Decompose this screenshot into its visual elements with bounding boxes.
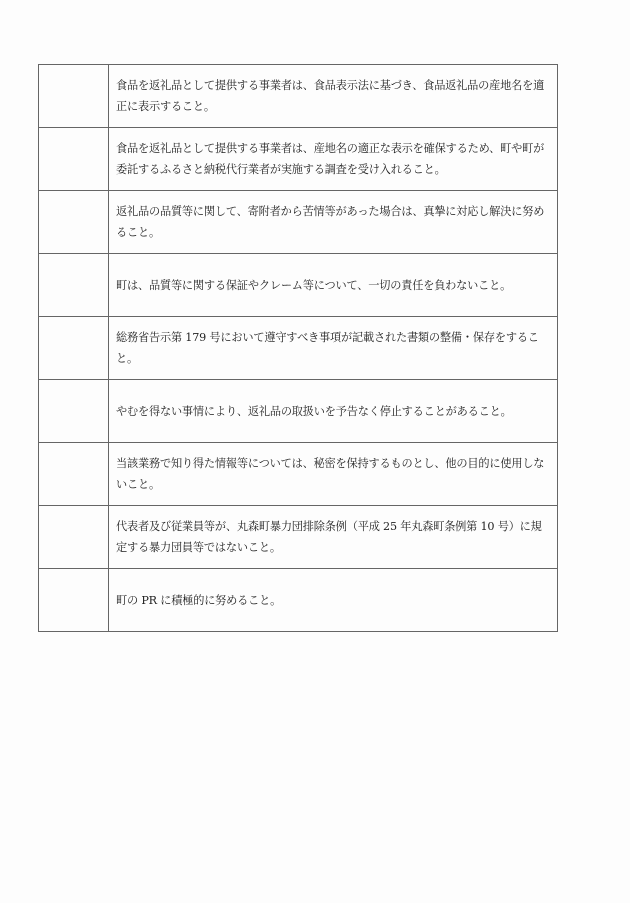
table-row	[39, 254, 558, 317]
check-cell[interactable]	[39, 506, 109, 569]
table-row	[39, 128, 558, 191]
requirement-text: 食品を返礼品として提供する事業者は、産地名の適正な表示を確保するため、町や町が委託するふるさと納税代行業者が実施する調査を受け入れること。	[109, 128, 558, 191]
requirement-text: 町の PR に積極的に努めること。	[109, 569, 558, 632]
check-cell[interactable]	[39, 569, 109, 632]
table-row	[39, 569, 558, 632]
requirement-text: 当該業務で知り得た情報等については、秘密を保持するものとし、他の目的に使用しないこと。	[109, 443, 558, 506]
table-row	[39, 506, 558, 569]
check-cell[interactable]	[39, 317, 109, 380]
requirement-text: 代表者及び従業員等が、丸森町暴力団排除条例（平成 25 年丸森町条例第 10 号）に規定する暴力団員等ではないこと。	[109, 506, 558, 569]
check-cell[interactable]	[39, 65, 109, 128]
check-cell[interactable]	[39, 443, 109, 506]
table-row	[39, 65, 558, 128]
check-cell[interactable]	[39, 380, 109, 443]
requirement-text: 返礼品の品質等に関して、寄附者から苦情等があった場合は、真摯に対応し解決に努めること。	[109, 191, 558, 254]
check-cell[interactable]	[39, 254, 109, 317]
requirement-text: 総務省告示第 179 号において遵守すべき事項が記載された書類の整備・保存をすること。	[109, 317, 558, 380]
table-row	[39, 191, 558, 254]
check-cell[interactable]	[39, 191, 109, 254]
requirement-text: やむを得ない事情により、返礼品の取扱いを予告なく停止することがあること。	[109, 380, 558, 443]
requirement-text: 食品を返礼品として提供する事業者は、食品表示法に基づき、食品返礼品の産地名を適正に表示すること。	[109, 65, 558, 128]
requirement-text: 町は、品質等に関する保証やクレーム等について、一切の責任を負わないこと。	[109, 254, 558, 317]
table-row	[39, 317, 558, 380]
requirements-table	[38, 64, 558, 632]
check-cell[interactable]	[39, 128, 109, 191]
table-row	[39, 380, 558, 443]
table-row	[39, 443, 558, 506]
